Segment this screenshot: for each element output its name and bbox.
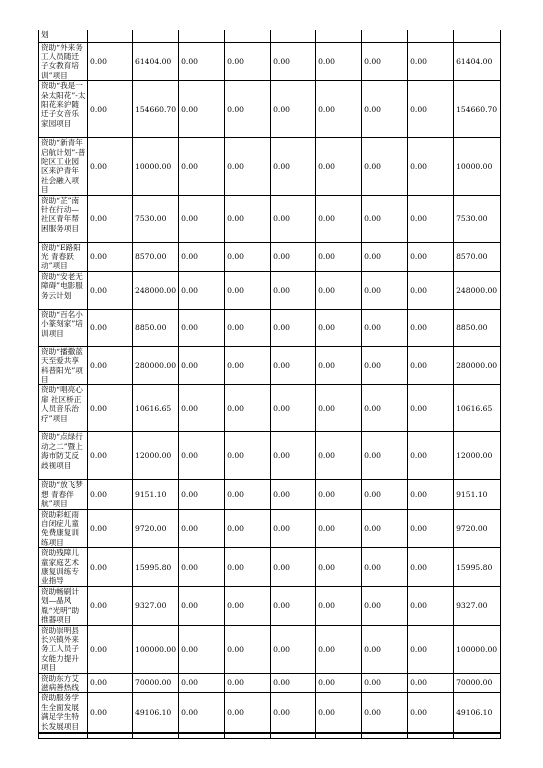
amount-cell: 0.00: [179, 586, 225, 625]
project-name-cell: 资助畅刷计划—晶风胤“光明”助推器项目: [39, 586, 88, 625]
amount-cell: 0.00: [271, 673, 316, 693]
amount-cell: 0.00: [408, 432, 454, 480]
project-name-cell: 资助“安老无障碍”电影服务云计划: [39, 271, 88, 309]
amount-cell: 0.00: [88, 693, 133, 733]
amount-cell: 0.00: [316, 138, 362, 195]
table-row: [39, 346, 501, 385]
amount-cell: 12000.00: [133, 432, 179, 480]
table-row: [39, 509, 501, 548]
amount-cell: 0.00: [408, 673, 454, 693]
amount-cell: 61404.00: [454, 42, 501, 81]
amount-cell: 0.00: [179, 81, 225, 138]
amount-cell: 0.00: [179, 195, 225, 242]
amount-cell: 0.00: [362, 242, 408, 271]
table-row: [39, 673, 501, 693]
amount-cell: 0.00: [362, 309, 408, 346]
amount-cell: 0.00: [88, 509, 133, 548]
amount-cell: 70000.00: [133, 673, 179, 693]
amount-cell: 0.00: [179, 548, 225, 587]
amount-cell: [408, 30, 454, 42]
amount-cell: 49106.10: [133, 693, 179, 733]
amount-cell: 9720.00: [454, 509, 501, 548]
amount-cell: 0.00: [316, 509, 362, 548]
project-name-cell: 资助残障儿童家庭艺术康复训练专业指导: [39, 548, 88, 587]
project-name-cell: 资助“播撒蓝天至爱共享科普阳光”项目: [39, 346, 88, 385]
amount-cell: 9327.00: [454, 586, 501, 625]
amount-cell: 0.00: [362, 625, 408, 673]
amount-cell: 0.00: [225, 480, 271, 509]
amount-cell: 0.00: [225, 385, 271, 432]
table-row: [39, 625, 501, 673]
amount-cell: 0.00: [271, 42, 316, 81]
amount-cell: 0.00: [179, 509, 225, 548]
amount-cell: 0.00: [271, 309, 316, 346]
amount-cell: 0.00: [408, 42, 454, 81]
amount-cell: 0.00: [88, 432, 133, 480]
amount-cell: 0.00: [225, 309, 271, 346]
amount-cell: 9151.10: [133, 480, 179, 509]
amount-cell: 0.00: [362, 509, 408, 548]
amount-cell: 10616.65: [454, 385, 501, 432]
amount-cell: 10616.65: [133, 385, 179, 432]
amount-cell: 0.00: [408, 509, 454, 548]
amount-cell: 280000.00: [454, 346, 501, 385]
amount-cell: 10000.00: [454, 138, 501, 195]
amount-cell: 0.00: [316, 346, 362, 385]
table-row: [39, 586, 501, 625]
project-name-cell: 资助“新青年启航计划”-普陀区工业园区来沪青年社会融入项目: [39, 138, 88, 195]
amount-cell: 8850.00: [454, 309, 501, 346]
amount-cell: 0.00: [316, 81, 362, 138]
amount-cell: 0.00: [362, 195, 408, 242]
amount-cell: 0.00: [225, 432, 271, 480]
table-row: [39, 30, 501, 42]
amount-cell: 0.00: [408, 548, 454, 587]
project-name-cell: 资助崇明县长兴镇外来务工人员子女能力提升项目: [39, 625, 88, 673]
amount-cell: 0.00: [88, 42, 133, 81]
amount-cell: 154660.70: [454, 81, 501, 138]
amount-cell: [179, 30, 225, 42]
funding-table: [38, 30, 501, 739]
amount-cell: 0.00: [225, 242, 271, 271]
amount-cell: 49106.10: [454, 693, 501, 733]
amount-cell: 0.00: [316, 432, 362, 480]
project-name-cell: 资助“E路阳光 青春跃动”项目: [39, 242, 88, 271]
amount-cell: 0.00: [271, 432, 316, 480]
amount-cell: 9327.00: [133, 586, 179, 625]
amount-cell: 0.00: [408, 309, 454, 346]
amount-cell: 248000.00: [454, 271, 501, 309]
amount-cell: 0.00: [408, 195, 454, 242]
amount-cell: 0.00: [271, 271, 316, 309]
amount-cell: 0.00: [316, 271, 362, 309]
amount-cell: 0.00: [362, 138, 408, 195]
amount-cell: 0.00: [408, 385, 454, 432]
table-row: [39, 81, 501, 138]
amount-cell: 0.00: [225, 673, 271, 693]
amount-cell: [225, 30, 271, 42]
amount-cell: 0.00: [271, 346, 316, 385]
amount-cell: 100000.00: [454, 625, 501, 673]
table-row: [39, 138, 501, 195]
amount-cell: [316, 30, 362, 42]
amount-cell: 9151.10: [454, 480, 501, 509]
table-row: [39, 480, 501, 509]
amount-cell: 0.00: [362, 548, 408, 587]
amount-cell: 0.00: [316, 385, 362, 432]
amount-cell: 0.00: [362, 693, 408, 733]
amount-cell: 0.00: [362, 432, 408, 480]
amount-cell: 0.00: [225, 138, 271, 195]
amount-cell: 0.00: [88, 81, 133, 138]
amount-cell: 9720.00: [133, 509, 179, 548]
amount-cell: 0.00: [179, 309, 225, 346]
amount-cell: 0.00: [316, 195, 362, 242]
amount-cell: [454, 30, 501, 42]
amount-cell: 0.00: [225, 548, 271, 587]
amount-cell: 70000.00: [454, 673, 501, 693]
amount-cell: 0.00: [408, 480, 454, 509]
amount-cell: 0.00: [362, 480, 408, 509]
amount-cell: 0.00: [271, 509, 316, 548]
amount-cell: 8570.00: [133, 242, 179, 271]
amount-cell: 0.00: [408, 346, 454, 385]
amount-cell: 0.00: [179, 138, 225, 195]
amount-cell: 0.00: [271, 625, 316, 673]
amount-cell: 0.00: [271, 195, 316, 242]
amount-cell: 0.00: [271, 693, 316, 733]
amount-cell: 0.00: [362, 346, 408, 385]
amount-cell: 0.00: [362, 271, 408, 309]
amount-cell: 0.00: [408, 693, 454, 733]
amount-cell: 0.00: [179, 625, 225, 673]
amount-cell: 0.00: [225, 509, 271, 548]
amount-cell: [362, 30, 408, 42]
amount-cell: 0.00: [362, 586, 408, 625]
amount-cell: 0.00: [179, 271, 225, 309]
table-row: [39, 548, 501, 587]
amount-cell: 280000.00: [133, 346, 179, 385]
amount-cell: 0.00: [88, 309, 133, 346]
amount-cell: 0.00: [271, 138, 316, 195]
amount-cell: 0.00: [179, 242, 225, 271]
project-name-cell: 资助“放飞梦想 青春伴航”项目: [39, 480, 88, 509]
amount-cell: 0.00: [316, 42, 362, 81]
amount-cell: 0.00: [225, 625, 271, 673]
table-row: [39, 242, 501, 271]
amount-cell: 0.00: [225, 81, 271, 138]
amount-cell: 0.00: [316, 693, 362, 733]
amount-cell: 15995.80: [133, 548, 179, 587]
amount-cell: 0.00: [179, 42, 225, 81]
amount-cell: 0.00: [316, 586, 362, 625]
amount-cell: 0.00: [408, 586, 454, 625]
table-row: [39, 693, 501, 733]
amount-cell: 0.00: [316, 309, 362, 346]
amount-cell: 0.00: [271, 548, 316, 587]
amount-cell: 10000.00: [133, 138, 179, 195]
project-name-cell: 资助“外来务工人员随迁子女教育培训”项目: [39, 42, 88, 81]
amount-cell: 0.00: [408, 81, 454, 138]
project-name-cell: 资助“唱亮心扉 社区桥正人员音乐治疗”项目: [39, 385, 88, 432]
project-name-cell: 划: [39, 30, 88, 42]
amount-cell: [271, 30, 316, 42]
amount-cell: 0.00: [362, 42, 408, 81]
table-row: [39, 195, 501, 242]
amount-cell: 0.00: [408, 271, 454, 309]
project-name-cell: 资助“芷”南针在行动—社区青年帮困服务项目: [39, 195, 88, 242]
amount-cell: 248000.00: [133, 271, 179, 309]
amount-cell: 0.00: [271, 81, 316, 138]
amount-cell: 0.00: [316, 548, 362, 587]
amount-cell: 7530.00: [133, 195, 179, 242]
amount-cell: 0.00: [408, 138, 454, 195]
amount-cell: 0.00: [225, 586, 271, 625]
amount-cell: 0.00: [88, 625, 133, 673]
amount-cell: 0.00: [179, 673, 225, 693]
amount-cell: [88, 30, 133, 42]
amount-cell: 0.00: [316, 625, 362, 673]
amount-cell: 0.00: [362, 385, 408, 432]
table-row: [39, 309, 501, 346]
amount-cell: 100000.00: [133, 625, 179, 673]
amount-cell: 0.00: [316, 242, 362, 271]
table-row: [39, 42, 501, 81]
amount-cell: 0.00: [88, 586, 133, 625]
amount-cell: 0.00: [271, 242, 316, 271]
table-row: [39, 385, 501, 432]
amount-cell: 61404.00: [133, 42, 179, 81]
amount-cell: 0.00: [88, 346, 133, 385]
amount-cell: 15995.80: [454, 548, 501, 587]
amount-cell: 0.00: [179, 480, 225, 509]
amount-cell: [133, 30, 179, 42]
amount-cell: 0.00: [88, 548, 133, 587]
amount-cell: 0.00: [271, 480, 316, 509]
project-name-cell: 资助“点绿行动之二”暨上海市防艾反歧视项目: [39, 432, 88, 480]
amount-cell: 0.00: [316, 673, 362, 693]
amount-cell: 0.00: [179, 693, 225, 733]
amount-cell: 0.00: [225, 271, 271, 309]
project-name-cell: 资助“百名小小篆刻家”培训项目: [39, 309, 88, 346]
table-row: [39, 432, 501, 480]
project-name-cell: 资助服务学生全面发展满足学生特长发展项目: [39, 693, 88, 733]
amount-cell: 0.00: [271, 586, 316, 625]
amount-cell: 0.00: [271, 385, 316, 432]
amount-cell: 0.00: [362, 81, 408, 138]
project-name-cell: 资助东方艾滋病善热线: [39, 673, 88, 693]
amount-cell: 0.00: [179, 346, 225, 385]
amount-cell: 0.00: [225, 346, 271, 385]
table-bottom-rule: [38, 733, 501, 734]
amount-cell: 12000.00: [454, 432, 501, 480]
amount-cell: 8570.00: [454, 242, 501, 271]
amount-cell: 0.00: [88, 138, 133, 195]
amount-cell: 7530.00: [454, 195, 501, 242]
amount-cell: 0.00: [88, 385, 133, 432]
amount-cell: 0.00: [88, 480, 133, 509]
amount-cell: 0.00: [88, 271, 133, 309]
project-name-cell: 资助彩虹雨自闭症儿童免费康复训练项目: [39, 509, 88, 548]
amount-cell: 0.00: [179, 385, 225, 432]
amount-cell: 0.00: [225, 42, 271, 81]
amount-cell: 0.00: [88, 242, 133, 271]
amount-cell: 0.00: [316, 480, 362, 509]
amount-cell: 0.00: [225, 693, 271, 733]
amount-cell: 0.00: [88, 195, 133, 242]
amount-cell: 8850.00: [133, 309, 179, 346]
amount-cell: 154660.70: [133, 81, 179, 138]
project-name-cell: 资助“我是一朵太阳花”-太阳花来沪随迁子女音乐家园项目: [39, 81, 88, 138]
amount-cell: 0.00: [179, 432, 225, 480]
amount-cell: 0.00: [225, 195, 271, 242]
amount-cell: 0.00: [362, 673, 408, 693]
amount-cell: 0.00: [408, 625, 454, 673]
table-row: [39, 271, 501, 309]
amount-cell: 0.00: [408, 242, 454, 271]
amount-cell: 0.00: [88, 673, 133, 693]
